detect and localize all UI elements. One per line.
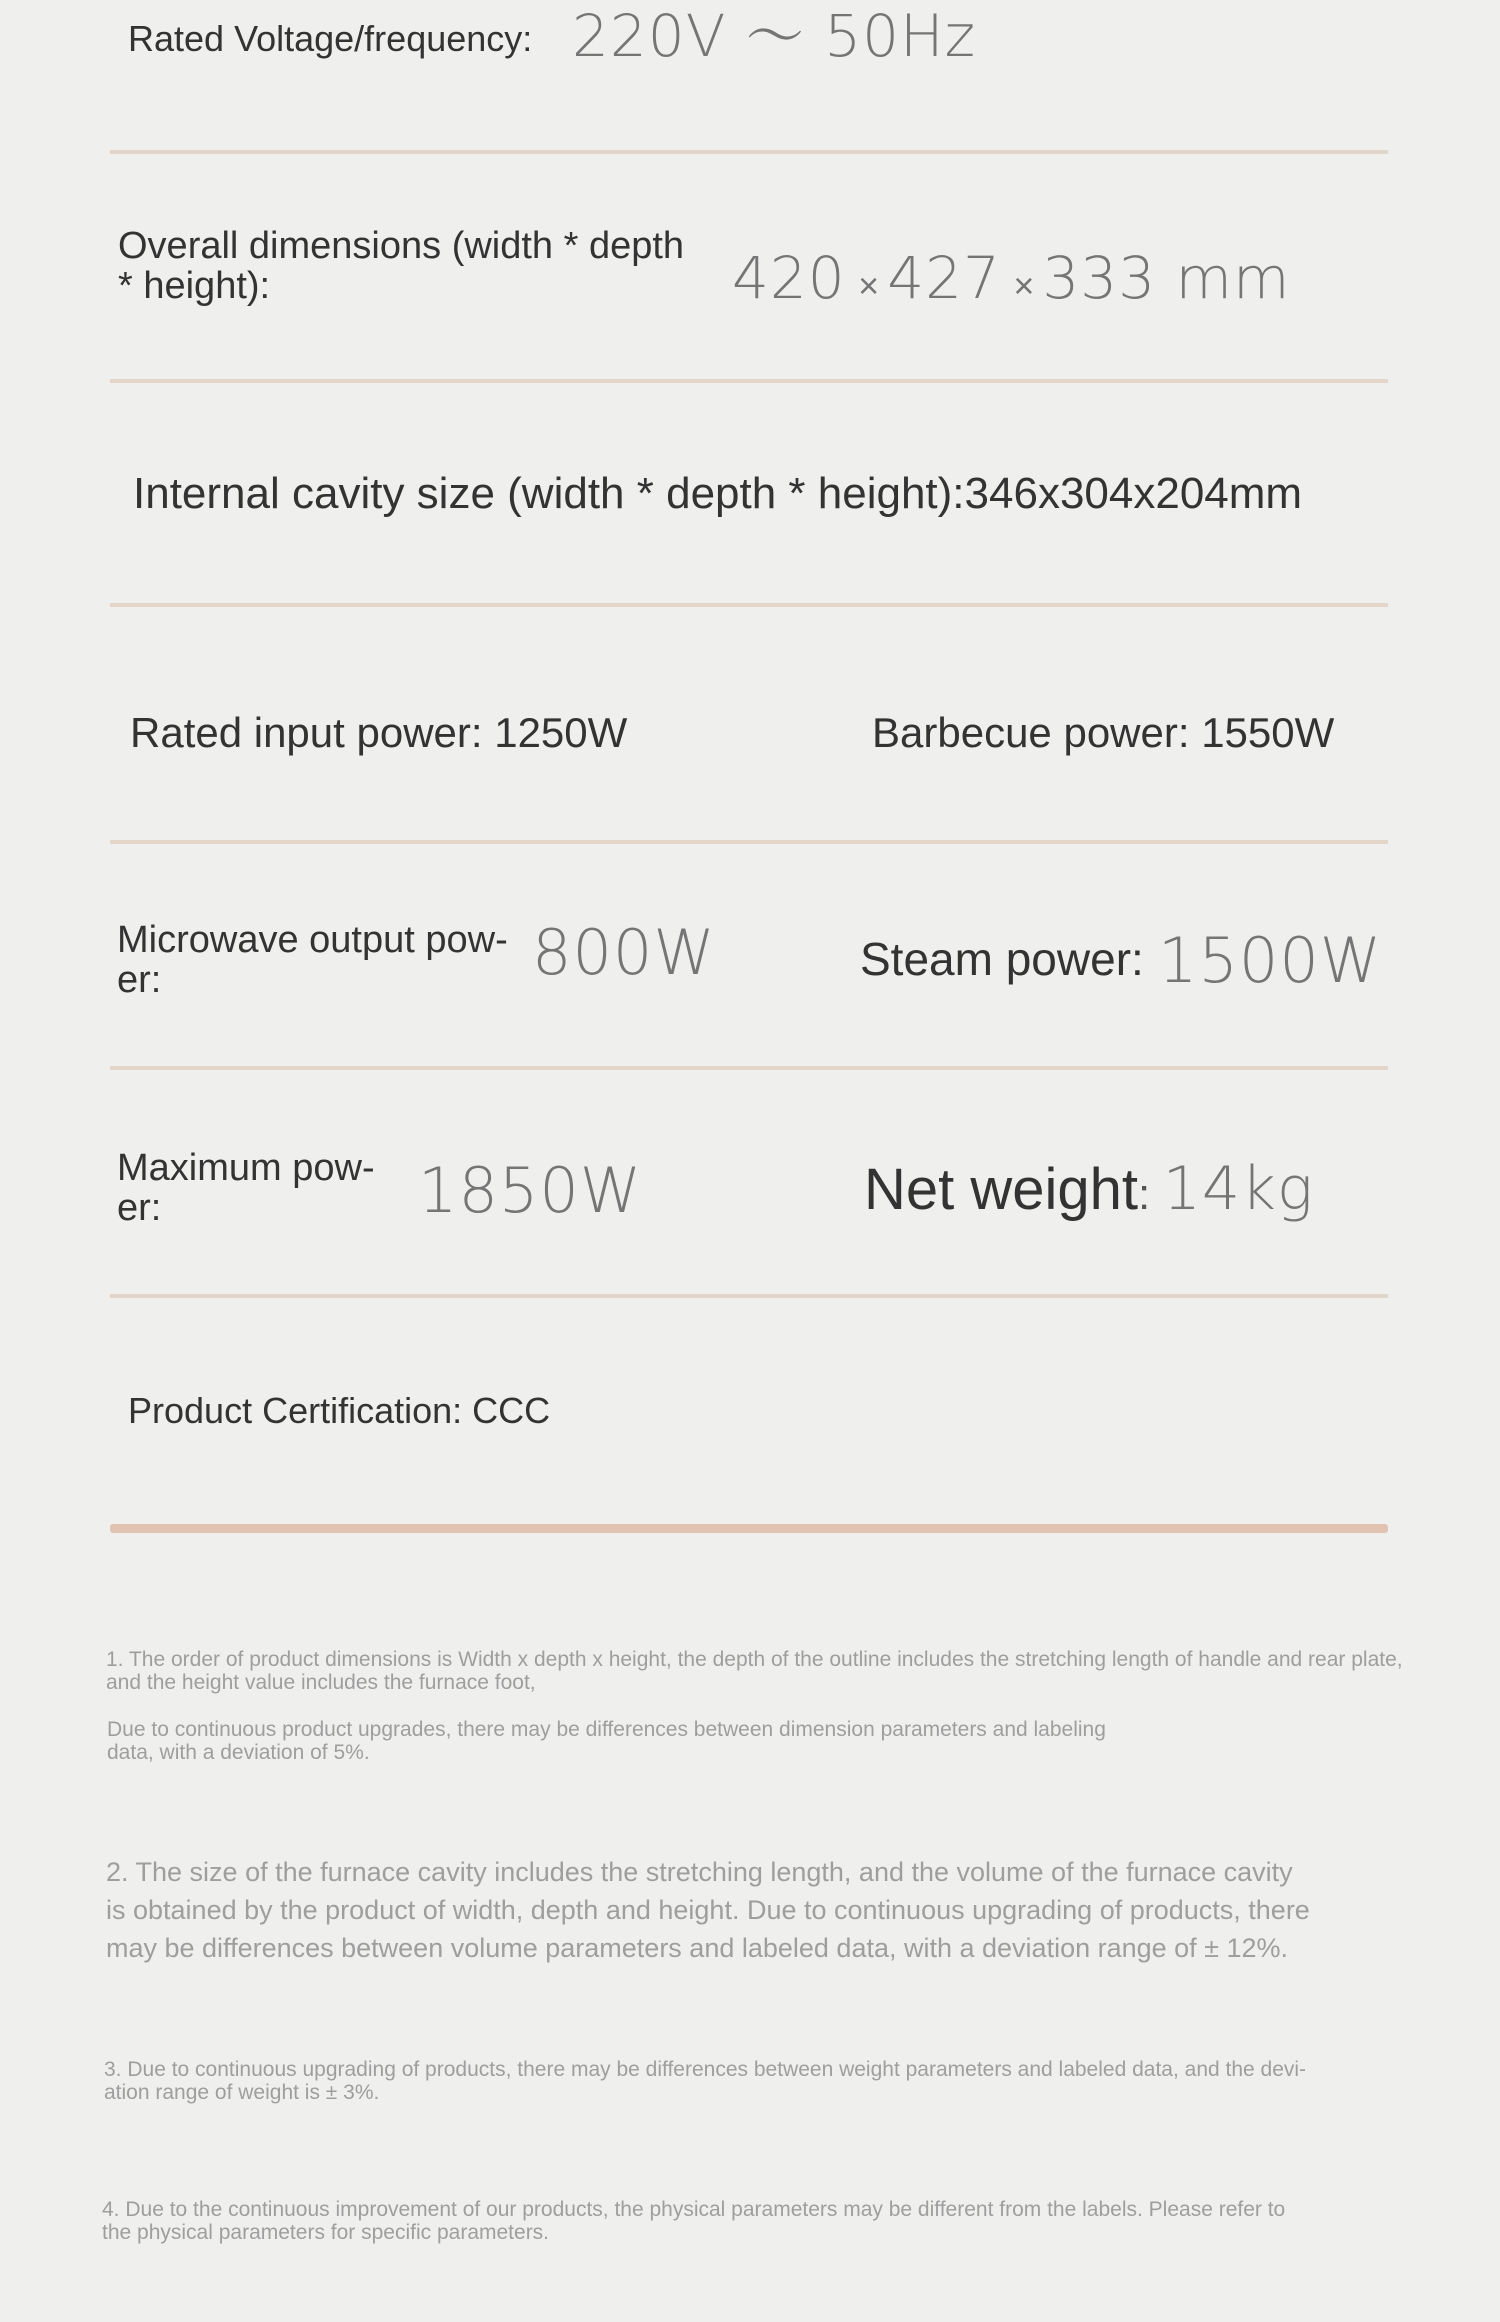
dimension-height: 333 mm (1042, 244, 1291, 312)
divider-4 (110, 840, 1388, 844)
overall-dimensions-label-line2: * height): (118, 265, 271, 307)
microwave-output-power-value: 800W (532, 916, 716, 989)
divider-5 (110, 1066, 1388, 1070)
overall-dimensions-label (118, 226, 684, 306)
note-4-line1: 4. Due to the continuous improvement of our products, the physical parameters may be different from the labels. Please refer to (102, 2198, 1286, 2221)
dimension-width: 420 (732, 244, 846, 312)
note-2-line1: 2. The size of the furnace cavity includes the stretching length, and the volume of the furnace cavity (106, 1857, 1293, 1887)
divider-bottom (110, 1524, 1388, 1533)
barbecue-power: Barbecue power: 1550W (872, 709, 1335, 756)
net-weight-value: 14kg (1162, 1154, 1314, 1224)
note-3-line2: ation range of weight is ± 3%. (104, 2081, 380, 2104)
rated-voltage-label: Rated Voltage/frequency: (128, 18, 533, 59)
note-2-line3: may be differences between volume parameters and labeled data, with a deviation range of ± 12%. (106, 1933, 1289, 1963)
rated-voltage-value: 220V ～ 50Hz (572, 2, 977, 70)
steam-power-value: 1500W (1158, 924, 1383, 997)
maximum-power-value: 1850W (418, 1154, 643, 1227)
overall-dimensions-value (732, 244, 1291, 312)
note-1: 1. The order of product dimensions is Width x depth x height, the depth of the outline includes the stretching length of handle and rear plate, and the height value includes the furnace foot, (106, 1648, 1403, 1694)
divider-6 (110, 1294, 1388, 1298)
microwave-label-line1: Microwave output pow- (117, 919, 508, 961)
note-2-line2: is obtained by the product of width, depth and height. Due to continuous upgrading of products, there (106, 1895, 1310, 1925)
steam-power-label: Steam power: (860, 933, 1144, 985)
maximum-power-label-line2: er: (117, 1187, 162, 1229)
rated-input-power: Rated input power: 1250W (130, 709, 628, 756)
net-weight-colon: : (1138, 1170, 1151, 1219)
note-3 (104, 2058, 1444, 2104)
note-1b-line2: data, with a deviation of 5%. (107, 1741, 370, 1764)
internal-cavity-size: Internal cavity size (width * depth * height):346x304x204mm (133, 469, 1303, 518)
overall-dimensions-label-line1: Overall dimensions (width * depth (118, 225, 685, 267)
microwave-output-power-label (117, 920, 508, 1000)
divider-2 (110, 379, 1388, 383)
divider-1 (110, 150, 1388, 154)
dimension-depth: 427 (887, 244, 1001, 312)
microwave-label-line2: er: (117, 959, 162, 1001)
times-symbol-1: × (858, 265, 880, 306)
times-symbol-2: × (1013, 265, 1035, 306)
note-2 (106, 1853, 1426, 1967)
note-3-line1: 3. Due to continuous upgrading of products, there may be differences between weight parameters and labeled data, and the devi- (104, 2058, 1307, 2081)
net-weight-label: Net weight (864, 1157, 1139, 1222)
net-weight (864, 1154, 1314, 1240)
divider-3 (110, 603, 1388, 607)
product-certification: Product Certification: CCC (128, 1390, 551, 1431)
note-1b-line1: Due to continuous product upgrades, there may be differences between dimension parameters and labeling (107, 1718, 1106, 1741)
maximum-power-label (117, 1148, 375, 1228)
maximum-power-label-line1: Maximum pow- (117, 1147, 375, 1189)
note-4 (102, 2198, 1442, 2244)
note-4-line2: the physical parameters for specific parameters. (102, 2221, 550, 2244)
note-1b (107, 1718, 1407, 1764)
